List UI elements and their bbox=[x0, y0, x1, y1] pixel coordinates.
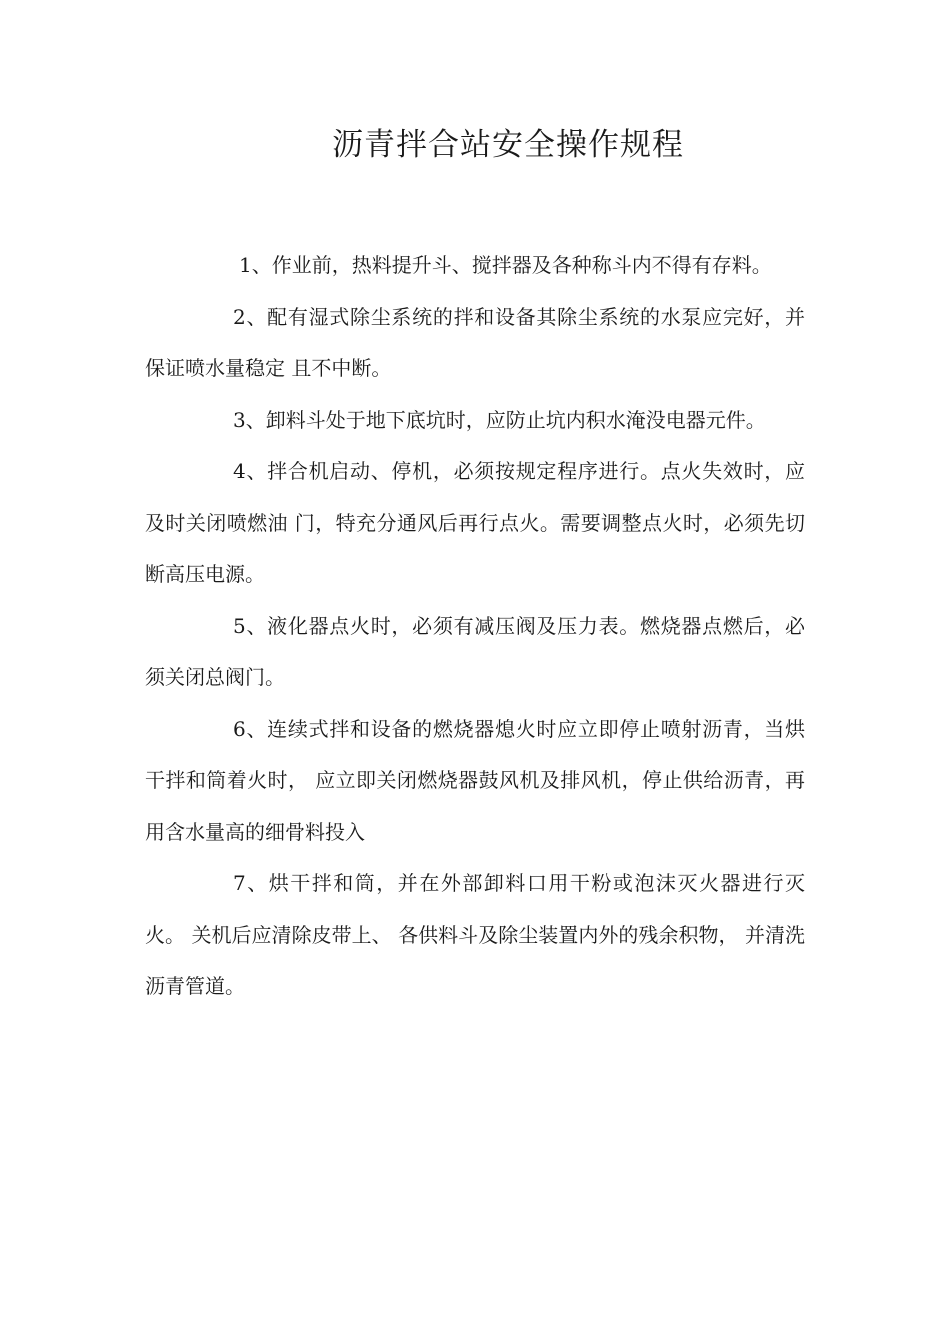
paragraph-2: 2、配有湿式除尘系统的拌和设备其除尘系统的水泵应完好，并保证喷水量稳定 且不中断。 bbox=[145, 304, 805, 380]
paragraph-1: 1、作业前，热料提升斗、搅拌器及各种称斗内不得有存料。 bbox=[239, 253, 772, 277]
paragraph-6: 6、连续式拌和设备的燃烧器熄火时应立即停止喷射沥青，当烘干拌和筒着火时， 应立即关闭燃烧器鼓风机及排风机，停止供给沥青，再用含水量高的细骨料投入 bbox=[145, 716, 805, 844]
document-body bbox=[145, 240, 805, 1013]
paragraph-7: 7、烘干拌和筒，并在外部卸料口用干粉或泡沫灭火器进行灭火。 关机后应清除皮带上、 各供料斗及除尘装置内外的残余积物， 并清洗沥青管道。 bbox=[145, 871, 805, 998]
paragraph-5: 5、液化器点火时，必须有减压阀及压力表。燃烧器点燃后，必须关闭总阀门。 bbox=[145, 613, 805, 689]
paragraph-3: 3、卸料斗处于地下底坑时，应防止坑内积水淹没电器元件。 bbox=[233, 407, 766, 432]
paragraph-4: 4、拌合机启动、停机，必须按规定程序进行。点火失效时，应及时关闭喷燃油 门，特充分通风后再行点火。需要调整点火时，必须先切断高压电源。 bbox=[145, 459, 805, 586]
document-title: 沥青拌合站安全操作规程 bbox=[332, 127, 684, 163]
